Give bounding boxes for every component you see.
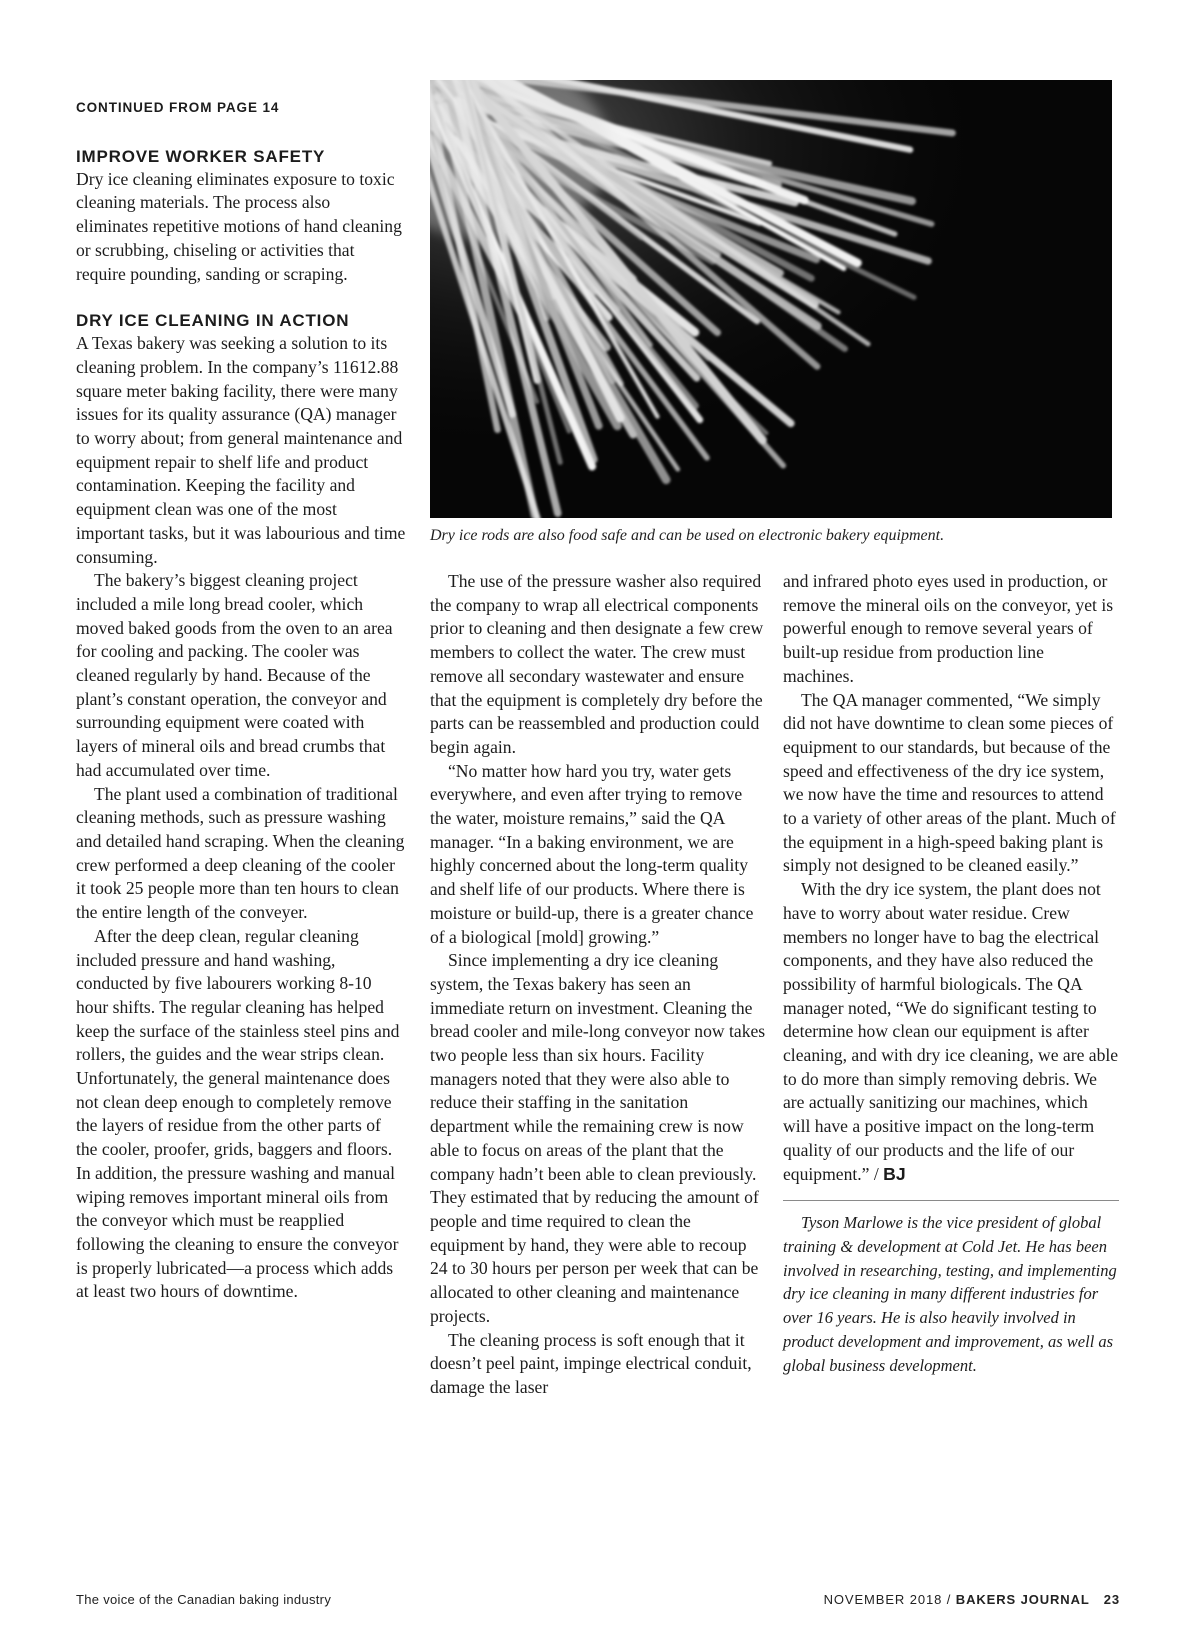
body-paragraph: The use of the pressure washer also required the company to wrap all electrical components prior to cleaning and then designate a few crew members to collect the water. The crew must remove all secondary wastewater and ensure that the equipment is completely dry before the parts can be reassembled and production could begin again. [430, 571, 764, 757]
body-paragraph: “No matter how hard you try, water gets everywhere, and even after trying to remove the water, moisture remains,” said the QA manager. “In a baking environment, we are highly concerned about the long-term quality and shelf life of our products. Where there is moisture or build-up, there is a greater chance of a biological [mold] growing.” [430, 760, 754, 947]
body-paragraph: Since implementing a dry ice cleaning system, the Texas bakery has seen an immediate return on investment. Cleaning the bread cooler and mile-long conveyor now takes two people less than six hours. Facility managers noted that they were also able to reduce their staffing in the sanitation department while the remaining crew is now able to focus on areas of the plant that the company hadn’t been able to clean previously. They estimated that by reducing the amount of people and time required to clean the equipment by hand, they were able to recoup 24 to 30 hours per person per week that can be allocated to other cleaning and maintenance projects. [430, 950, 766, 1326]
photo-caption: Dry ice rods are also food safe and can be used on electronic bakery equipment. [430, 527, 945, 544]
article-column-2 [430, 570, 766, 1400]
bio-divider [783, 1200, 1119, 1201]
body-paragraph: The plant used a combination of traditional cleaning methods, such as pressure washing and detailed hand scraping. When the cleaning crew performed a deep cleaning of the cooler it took 25 people more than ten hours to clean the entire length of the conveyer. [76, 783, 405, 923]
closing-text: With the dry ice system, the plant does not have to worry about water residue. Crew members no longer have to bag the electrical components, and they have also reduced the possibility of harmful biologicals. The QA manager noted, “We do significant testing to determine how clean our equipment is after cleaning, and with dry ice cleaning, we are able to do more than simply removing debris. We are actually sanitizing our machines, which will have a positive impact on the long-term quality of our products and the life of our equipment.” / [783, 879, 1119, 1184]
dry-ice-rods-photo [430, 80, 1112, 518]
signoff-mark: BJ [883, 1163, 906, 1184]
publication-name: BAKERS JOURNAL [955, 1592, 1090, 1607]
section-heading-worker-safety: IMPROVE WORKER SAFETY [76, 146, 326, 166]
issue-date: NOVEMBER 2018 / [823, 1592, 952, 1607]
footer-tagline: The voice of the Canadian baking industry [76, 1592, 332, 1607]
dry-ice-rods-illustration [430, 80, 1112, 518]
continued-from-label: CONTINUED FROM PAGE 14 [76, 100, 280, 115]
body-paragraph: and infrared photo eyes used in production, or remove the mineral oils on the conveyor, yet is powerful enough to remove several years of built-up residue from production line machines. [783, 571, 1114, 686]
body-paragraph: After the deep clean, regular cleaning included pressure and hand washing, conducted by five labourers working 8-10 hour shifts. The regular cleaning has helped keep the surface of the stainless steel pins and rollers, the guides and the wear strips clean. Unfortunately, the general maintenance does not clean deep enough to completely remove the layers of residue from the other parts of the cooler, proofer, grids, baggers and floors. In addition, the pressure washing and manual wiping removes important mineral oils from the conveyor which must be reapplied following the cleaning to ensure the conveyor is properly lubricated—a process which adds at least two hours of downtime. [76, 925, 400, 1302]
body-paragraph: A Texas bakery was seeking a solution to its cleaning problem. In the company’s 11612.88 square meter baking facility, there were many issues for its quality assurance (QA) manager to worry about; from general maintenance and equipment repair to shelf life and product contamination. Keeping the facility and equipment clean was one of the most important tasks, but it was labourious and time consuming. [76, 333, 406, 567]
article-column-3 [783, 570, 1119, 1377]
section-heading-dry-ice-action: DRY ICE CLEANING IN ACTION [76, 311, 350, 331]
body-paragraph: The cleaning process is soft enough that it doesn’t peel paint, impinge electrical conduit, damage the laser [430, 1329, 752, 1397]
body-paragraph: The QA manager commented, “We simply did not have downtime to clean some pieces of equipment to our standards, but because of the speed and effectiveness of the dry ice system, we now have the time and resources to attend to a variety of other areas of the plant. Much of the equipment in a high-speed baking plant is simply not designed to be cleaned easily.” [783, 689, 1116, 876]
article-column-1 [76, 88, 406, 1304]
page-number: 23 [1103, 1592, 1120, 1607]
section-paragraph: Dry ice cleaning eliminates exposure to toxic cleaning materials. The process also eliminates repetitive motions of hand cleaning or scrubbing, chiseling or activities that require pounding, sanding or scraping. [76, 168, 402, 284]
footer-folio [824, 1592, 1120, 1607]
author-bio: Tyson Marlowe is the vice president of global training & development at Cold Jet. He has been involved in researching, testing, and implementing dry ice cleaning in many different industries for over 16 years. He is also heavily involved in product development and improvement, as well as global business development. [783, 1213, 1117, 1375]
body-paragraph: The bakery’s biggest cleaning project included a mile long bread cooler, which moved baked goods from the oven to an area for cooling and packing. The cooler was cleaned regularly by hand. Because of the plant’s constant operation, the conveyor and surrounding equipment were coated with layers of mineral oils and bread crumbs that had accumulated over time. [76, 570, 393, 780]
body-paragraph-last [783, 878, 1119, 1186]
